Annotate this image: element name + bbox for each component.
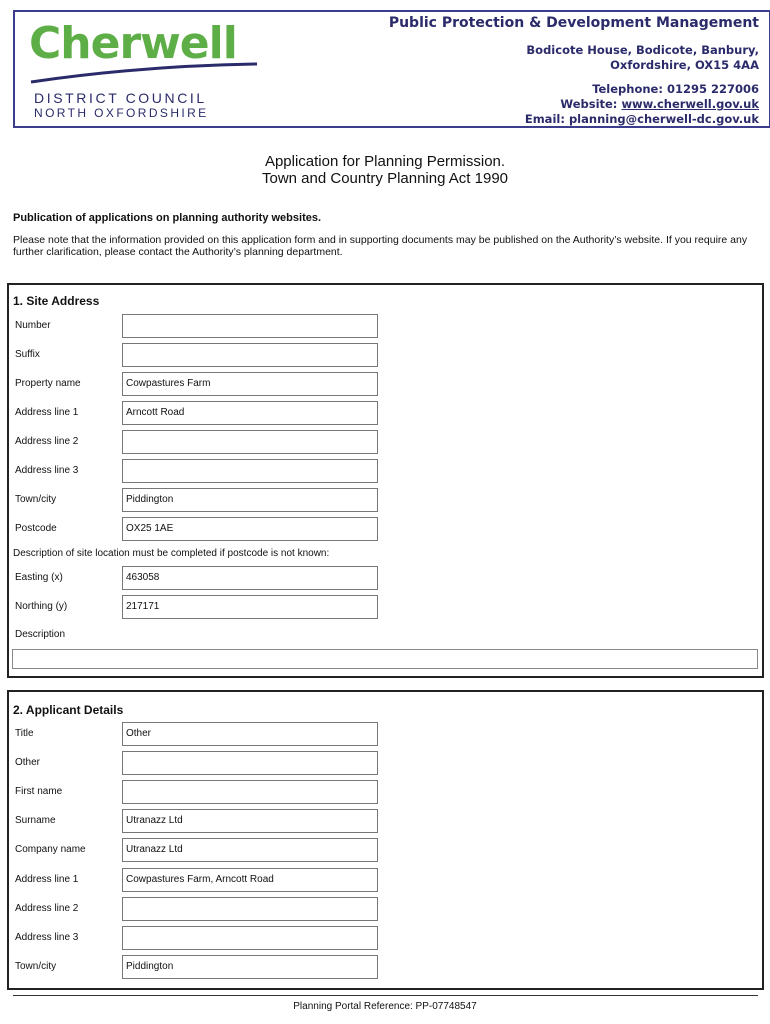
- field-label: Town/city: [15, 961, 57, 972]
- email-value: planning@cherwell-dc.gov.uk: [568, 112, 759, 126]
- suffix-field[interactable]: [122, 343, 378, 367]
- applicant-field-address-line3: [7, 926, 407, 952]
- field-label: Company name: [15, 844, 86, 855]
- council-name-line2: NORTH OXFORDSHIRE: [34, 106, 209, 120]
- company-name-field[interactable]: Utranazz Ltd: [122, 838, 378, 862]
- website-line: [389, 97, 759, 112]
- title-field[interactable]: Other: [122, 722, 378, 746]
- applicant-field-address-line2: [7, 897, 407, 923]
- field-label: Town/city: [15, 494, 57, 505]
- contact-block: [389, 15, 759, 127]
- site-field-number: [7, 314, 407, 340]
- field-label: Title: [15, 728, 34, 739]
- site-field-address-line3: [7, 459, 407, 485]
- field-label: Address line 2: [15, 436, 79, 447]
- field-label: Surname: [15, 815, 56, 826]
- website-label: Website:: [560, 97, 618, 111]
- address-line1: Bodicote House, Bodicote, Banbury,: [526, 43, 759, 57]
- telephone-line: [389, 82, 759, 97]
- applicant-field-surname: [7, 809, 407, 835]
- site-field-property-name: [7, 372, 407, 398]
- telephone-label: Telephone:: [592, 82, 663, 96]
- applicant-field-town: [7, 955, 407, 981]
- field-label: Address line 1: [15, 407, 79, 418]
- site-field-northing: [7, 595, 407, 621]
- field-label: Other: [15, 757, 41, 768]
- applicant-address-line3-field[interactable]: [122, 926, 378, 950]
- department-name: Public Protection & Development Management: [388, 15, 759, 31]
- publication-heading: Publication of applications on planning authority websites.: [13, 212, 322, 224]
- document-title-line2: Town and Country Planning Act 1990: [262, 170, 508, 187]
- field-label: Property name: [15, 378, 81, 389]
- address-line2: Oxfordshire, OX15 4AA: [610, 58, 759, 72]
- field-label: Address line 3: [15, 932, 79, 943]
- easting-field[interactable]: 463058: [122, 566, 378, 590]
- site-field-suffix: [7, 343, 407, 369]
- field-label: Address line 1: [15, 874, 79, 885]
- document-title: [0, 153, 770, 187]
- site-field-address-line2: [7, 430, 407, 456]
- site-field-town: [7, 488, 407, 514]
- address-line1-field[interactable]: Arncott Road: [122, 401, 378, 425]
- field-label: Address line 2: [15, 903, 79, 914]
- logo-swoosh-icon: [29, 62, 259, 84]
- telephone-value: 01295 227006: [666, 82, 759, 96]
- surname-field[interactable]: Utranazz Ltd: [122, 809, 378, 833]
- postcode-field[interactable]: OX25 1AE: [122, 517, 378, 541]
- council-name-line1: DISTRICT COUNCIL: [34, 90, 207, 106]
- address-line2-field[interactable]: [122, 430, 378, 454]
- applicant-field-company: [7, 838, 407, 864]
- field-label: Number: [15, 320, 51, 331]
- applicant-address-line2-field[interactable]: [122, 897, 378, 921]
- portal-reference: Planning Portal Reference: PP-07748547: [293, 1001, 477, 1012]
- applicant-details-title: 2. Applicant Details: [13, 703, 124, 717]
- field-label: Suffix: [15, 349, 40, 360]
- first-name-field[interactable]: [122, 780, 378, 804]
- town-field[interactable]: Piddington: [122, 488, 378, 512]
- field-label: Northing (y): [15, 601, 68, 612]
- applicant-field-first-name: [7, 780, 407, 806]
- applicant-field-other: [7, 751, 407, 777]
- applicant-field-title: [7, 722, 407, 748]
- council-header: [13, 10, 770, 128]
- email-line: [389, 112, 759, 127]
- site-field-easting: [7, 566, 407, 592]
- website-link[interactable]: www.cherwell.gov.uk: [621, 97, 759, 111]
- footer-divider: [13, 995, 758, 996]
- applicant-town-field[interactable]: Piddington: [122, 955, 378, 979]
- site-field-address-line1: [7, 401, 407, 427]
- field-label: Postcode: [15, 523, 57, 534]
- applicant-field-address-line1: [7, 868, 407, 894]
- number-field[interactable]: [122, 314, 378, 338]
- field-label: Address line 3: [15, 465, 79, 476]
- field-label: Easting (x): [15, 572, 63, 583]
- publication-note: Please note that the information provided on this application form and in supporting documents may be published on the Authority’s website. If you require any further clarification, please contact the Authority’s planning department.: [13, 234, 748, 258]
- other-title-field[interactable]: [122, 751, 378, 775]
- field-label: First name: [15, 786, 63, 797]
- description-label: Description: [15, 629, 66, 640]
- address-line3-field[interactable]: [122, 459, 378, 483]
- email-label: Email:: [524, 112, 565, 126]
- northing-field[interactable]: 217171: [122, 595, 378, 619]
- applicant-address-line1-field[interactable]: Cowpastures Farm, Arncott Road: [122, 868, 378, 892]
- site-field-postcode: [7, 517, 407, 543]
- location-note: Description of site location must be completed if postcode is not known:: [13, 548, 330, 559]
- description-field[interactable]: [12, 649, 758, 669]
- property-name-field[interactable]: Cowpastures Farm: [122, 372, 378, 396]
- cherwell-logo: Cherwell: [29, 18, 237, 69]
- document-title-line1: Application for Planning Permission.: [264, 153, 506, 170]
- site-address-title: 1. Site Address: [13, 294, 100, 308]
